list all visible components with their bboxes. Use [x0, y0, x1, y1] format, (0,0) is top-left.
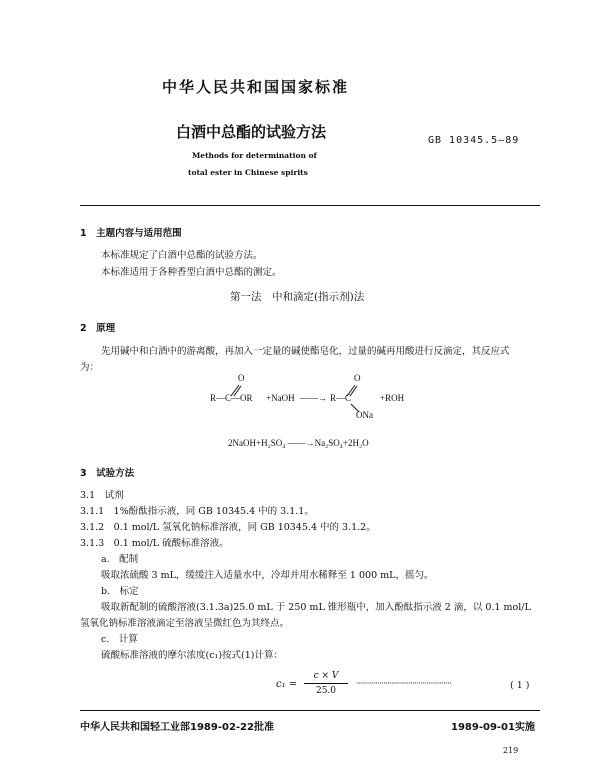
- english-title-line-1: Methods for determination of: [192, 151, 317, 160]
- header-divider: [80, 205, 540, 206]
- subitem-b-text-line-1: 吸取新配制的硫酸溶液(3.1.3a)25.0 mL 于 250 mL 锥形瓶中，加入酚酞指示液 2 滴，以 0.1 mol/L: [101, 602, 531, 613]
- approval-line: 中华人民共和国轻工业部1989-02-22批准: [80, 722, 274, 733]
- item-3-1-1: 3.1.1 1%酚酞指示液，同 GB 10345.4 中的 3.1.1。: [80, 506, 314, 517]
- page-number: 219: [503, 746, 519, 755]
- reaction-roh: +ROH: [380, 393, 405, 403]
- reaction-arrow: ——→: [300, 393, 327, 403]
- formula-numerator: c × V: [313, 671, 339, 681]
- item-3-1-2: 3.1.2 0.1 mol/L 氢氧化钠标准溶液，同 GB 10345.4 中的 3.1.2。: [80, 522, 376, 533]
- subitem-b: b. 标定: [101, 586, 139, 597]
- reaction-carbonyl-o-left: O: [238, 373, 245, 383]
- effective-date: 1989-09-01实施: [451, 722, 535, 733]
- reaction-carboxylate: R—C: [330, 393, 352, 403]
- reaction-neutralization: 2NaOH+H₂SO₄ ——→Na₂SO₄+2H₂O: [228, 438, 369, 448]
- subitem-a-text: 吸取浓硫酸 3 mL，缓缓注入适量水中，冷却并用水稀释至 1 000 mL，摇匀。: [101, 570, 434, 581]
- formula-number: ( 1 ): [510, 680, 530, 691]
- section-2-heading: 2 原理: [80, 323, 116, 334]
- formula-denominator: 25.0: [315, 686, 337, 696]
- subitem-b-text-line-2: 氢氧化钠标准溶液滴定至溶液呈微红色为其终点。: [80, 618, 290, 629]
- method-1-title: 第一法 中和滴定(指示剂)法: [230, 291, 365, 303]
- section-2-para-line-2: 为：: [80, 362, 100, 373]
- section-1-para-2: 本标准适用于各种香型白酒中总酯的测定。: [101, 267, 282, 278]
- document-title: 白酒中总酯的试验方法: [176, 123, 327, 141]
- item-3-1-3: 3.1.3 0.1 mol/L 硫酸标准溶液。: [80, 538, 229, 549]
- subitem-c-text: 硫酸标准溶液的摩尔浓度(c₁)按式(1)计算：: [101, 650, 283, 661]
- formula-leader-dots: ·················································: [356, 679, 452, 688]
- reaction-ester: R—C—OR: [210, 393, 253, 403]
- formula-fraction-bar: [304, 683, 348, 684]
- subitem-c: c. 计算: [101, 634, 138, 645]
- subitem-a: a. 配制: [101, 554, 139, 565]
- section-1-para-1: 本标准规定了白酒中总酯的试验方法。: [101, 250, 263, 261]
- reaction-ona: ONa: [356, 410, 373, 420]
- reaction-carbonyl-o-right: O: [354, 373, 361, 383]
- standard-org-title: 中华人民共和国国家标准: [162, 78, 350, 96]
- formula-lhs: c₁ =: [276, 679, 298, 690]
- footer-divider: [80, 710, 540, 711]
- section-2-para-line-1: 先用碱中和白酒中的游离酸，再加入一定量的碱使酯皂化，过量的碱再用酸进行反滴定，其反应式: [101, 346, 510, 357]
- section-3-heading: 3 试验方法: [80, 468, 135, 479]
- reaction-naoh: +NaOH: [266, 393, 295, 403]
- section-1-heading: 1 主题内容与适用范围: [80, 228, 182, 239]
- standard-code: GB 10345.5—89: [428, 135, 520, 146]
- english-title-line-2: total ester in Chinese spirits: [188, 168, 308, 177]
- section-3-1-heading: 3.1 试剂: [80, 490, 124, 501]
